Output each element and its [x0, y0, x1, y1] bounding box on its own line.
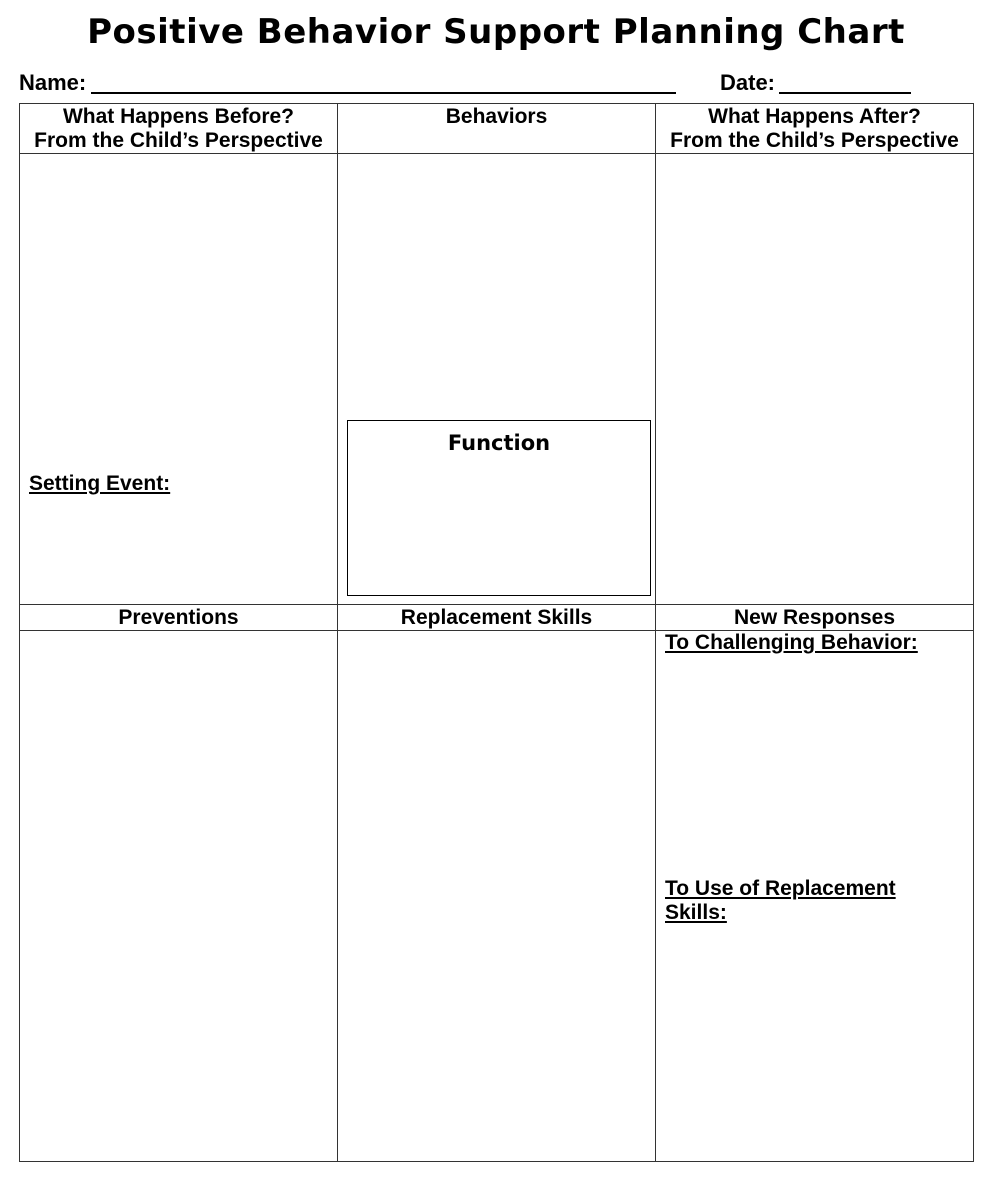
after-content-cell[interactable]	[655, 153, 974, 605]
to-use-of-replacement-line2: Skills:	[665, 901, 727, 924]
replacement-skills-header	[337, 604, 656, 631]
page-title: Positive Behavior Support Planning Chart	[87, 12, 905, 52]
replacement-skills-content-cell[interactable]	[337, 630, 656, 1162]
name-blank-line[interactable]	[91, 92, 676, 94]
planning-grid	[19, 103, 974, 1162]
before-header-line2: From the Child’s Perspective	[34, 129, 323, 152]
date-label: Date:	[720, 70, 776, 95]
function-box[interactable]	[347, 420, 651, 596]
preventions-content-cell[interactable]	[19, 630, 338, 1162]
after-header	[655, 103, 974, 154]
preventions-header	[19, 604, 338, 631]
before-content-cell[interactable]	[19, 153, 338, 605]
new-responses-header-label: New Responses	[733, 606, 896, 629]
to-use-of-replacement-line1: To Use of Replacement	[665, 877, 896, 900]
behaviors-header	[337, 103, 656, 154]
preventions-header-label: Preventions	[118, 606, 239, 629]
to-use-of-replacement-skills-label	[665, 877, 896, 925]
new-responses-header	[655, 604, 974, 631]
before-header-line1: What Happens Before?	[62, 105, 295, 128]
new-responses-content-cell[interactable]	[655, 630, 974, 1162]
replacement-skills-header-label: Replacement Skills	[400, 606, 593, 629]
behaviors-content-cell[interactable]	[337, 153, 656, 605]
setting-event-label: Setting Event:	[29, 472, 171, 495]
to-challenging-behavior-label: To Challenging Behavior:	[665, 631, 918, 654]
after-header-line2: From the Child’s Perspective	[670, 129, 959, 152]
before-header	[19, 103, 338, 154]
name-label: Name:	[19, 70, 87, 95]
after-header-line1: What Happens After?	[708, 105, 921, 128]
function-label: Function	[447, 431, 551, 455]
name-date-row	[19, 70, 974, 98]
behaviors-header-label: Behaviors	[445, 105, 548, 128]
date-blank-line[interactable]	[779, 92, 911, 94]
